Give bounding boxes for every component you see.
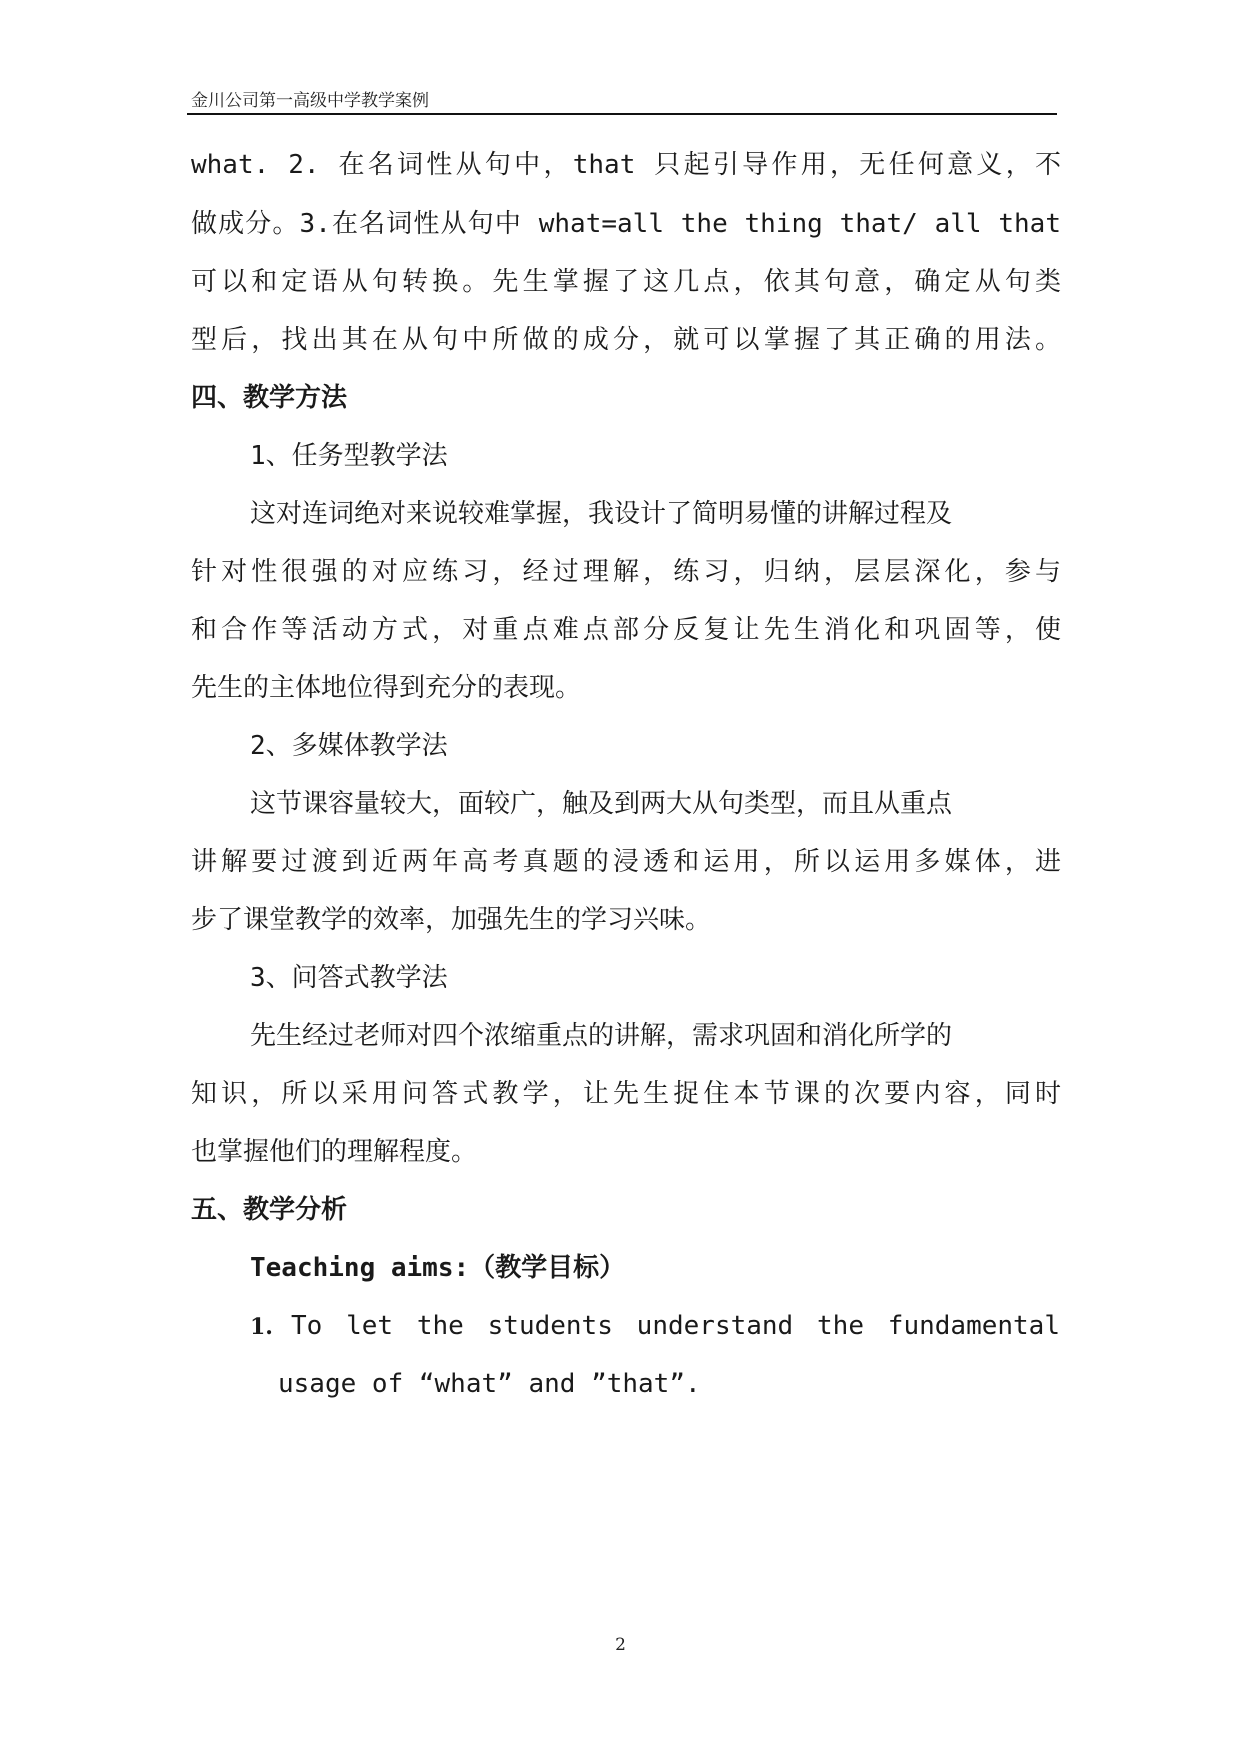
section-heading: 五、教学分析 <box>191 1195 348 1225</box>
teaching-aims-heading: Teaching aims:（教学目标） <box>250 1253 626 1283</box>
body-line: what. 2. 在名词性从句中，that 只起引导作用，无任何意义，不 <box>191 150 1061 180</box>
body-line: 做成分。3.在名词性从句中 what=all the thing that/ all that <box>191 209 1061 239</box>
body-line: 先生经过老师对四个浓缩重点的讲解，需求巩固和消化所学的 <box>250 1021 953 1051</box>
page-header: 金川公司第一高级中学教学案例 <box>191 91 429 111</box>
section-heading: 四、教学方法 <box>191 383 348 413</box>
body-line: 和合作等活动方式，对重点难点部分反复让先生消化和巩固等，使 <box>191 615 1061 645</box>
list-item-continuation: usage of “what” and ”that”. <box>278 1369 701 1399</box>
body-line: 知识，所以采用问答式教学，让先生捉住本节课的次要内容，同时 <box>191 1079 1061 1109</box>
body-line: 这对连词绝对来说较难掌握，我设计了简明易懂的讲解过程及 <box>250 499 953 529</box>
body-line: 可以和定语从句转换。先生掌握了这几点，依其句意，确定从句类 <box>191 267 1061 297</box>
body-line: 这节课容量较大，面较广，触及到两大从句类型，而且从重点 <box>250 789 953 819</box>
body-line: 也掌握他们的理解程度。 <box>191 1137 478 1167</box>
list-item-text: To let the students understand the fundamental <box>290 1311 1060 1341</box>
body-line: 型后，找出其在从句中所做的成分，就可以掌握了其正确的用法。 <box>191 325 1061 355</box>
body-line: 先生的主体地位得到充分的表现。 <box>191 673 582 703</box>
subsection-heading: 3、问答式教学法 <box>250 963 448 993</box>
list-item <box>250 1308 1060 1345</box>
page-number: 2 <box>615 1635 626 1655</box>
header-rule <box>187 113 1057 115</box>
body-line: 讲解要过渡到近两年高考真题的浸透和运用，所以运用多媒体，进 <box>191 847 1061 877</box>
subsection-heading: 1、任务型教学法 <box>250 441 448 471</box>
subsection-heading: 2、多媒体教学法 <box>250 731 448 761</box>
list-number: 1. <box>250 1314 273 1340</box>
body-line: 步了课堂教学的效率，加强先生的学习兴味。 <box>191 905 712 935</box>
body-line: 针对性很强的对应练习，经过理解，练习，归纳，层层深化，参与 <box>191 557 1061 587</box>
